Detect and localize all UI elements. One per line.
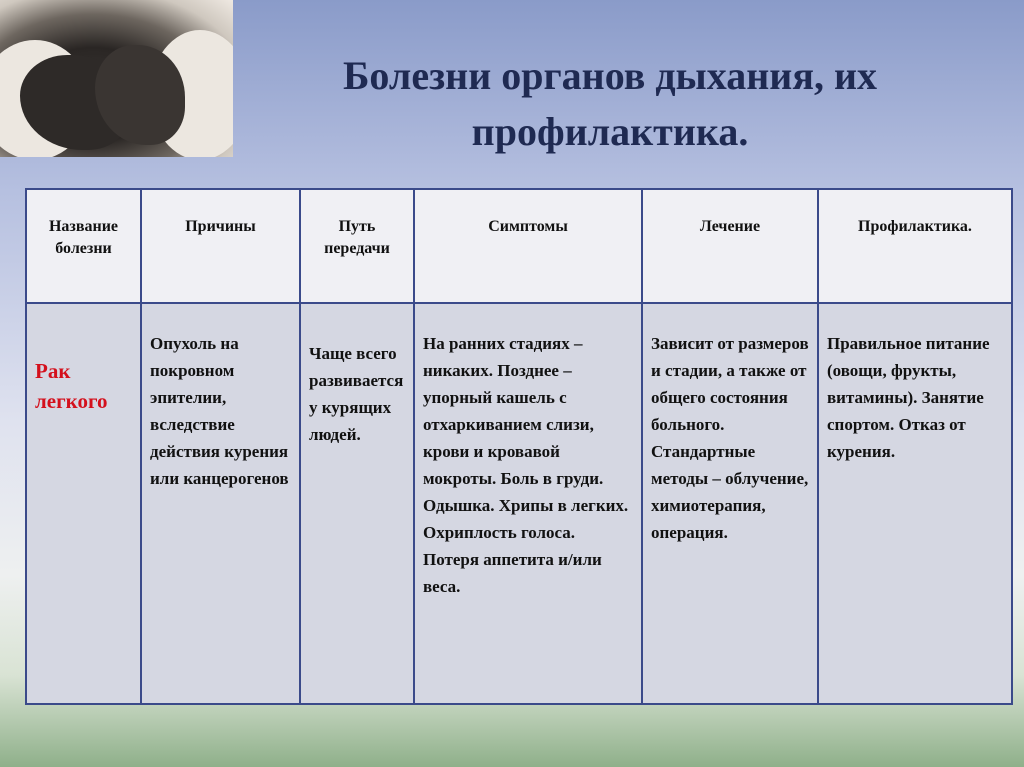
table-header-row [26,189,1012,303]
header-transmission: Путь передачи [300,189,414,303]
disease-table [25,188,1013,705]
slide-title: Болезни органов дыхания, их профилактика. [342,53,878,154]
header-prevention: Профилактика. [818,189,1012,303]
cell-prevention: Правильное питание (овощи, фрукты, витамины). Занятие спортом. Отказ от курения. [818,303,1012,704]
header-causes: Причины [141,189,300,303]
header-name: Название болезни [26,189,141,303]
lung-photo [0,0,233,157]
header-symptoms: Симптомы [414,189,642,303]
cell-name: Рак легкого [26,303,141,704]
cell-symptoms: На ранних стадиях – никаких. Позднее – упорный кашель с отхаркиванием слизи, крови и кровавой мокроты. Боль в груди. Одышка. Хрипы в легких. Охриплость голоса. Потеря аппетита и/или веса. [414,303,642,704]
cell-treatment: Зависит от размеров и стадии, а также от общего состояния больного. Стандартные методы – облучение, химиотерапия, операция. [642,303,818,704]
header-treatment: Лечение [642,189,818,303]
cell-transmission: Чаще всего развивается у курящих людей. [300,303,414,704]
table-row [26,303,1012,704]
cell-causes: Опухоль на покровном эпителии, вследствие действия курения или канцерогенов [141,303,300,704]
